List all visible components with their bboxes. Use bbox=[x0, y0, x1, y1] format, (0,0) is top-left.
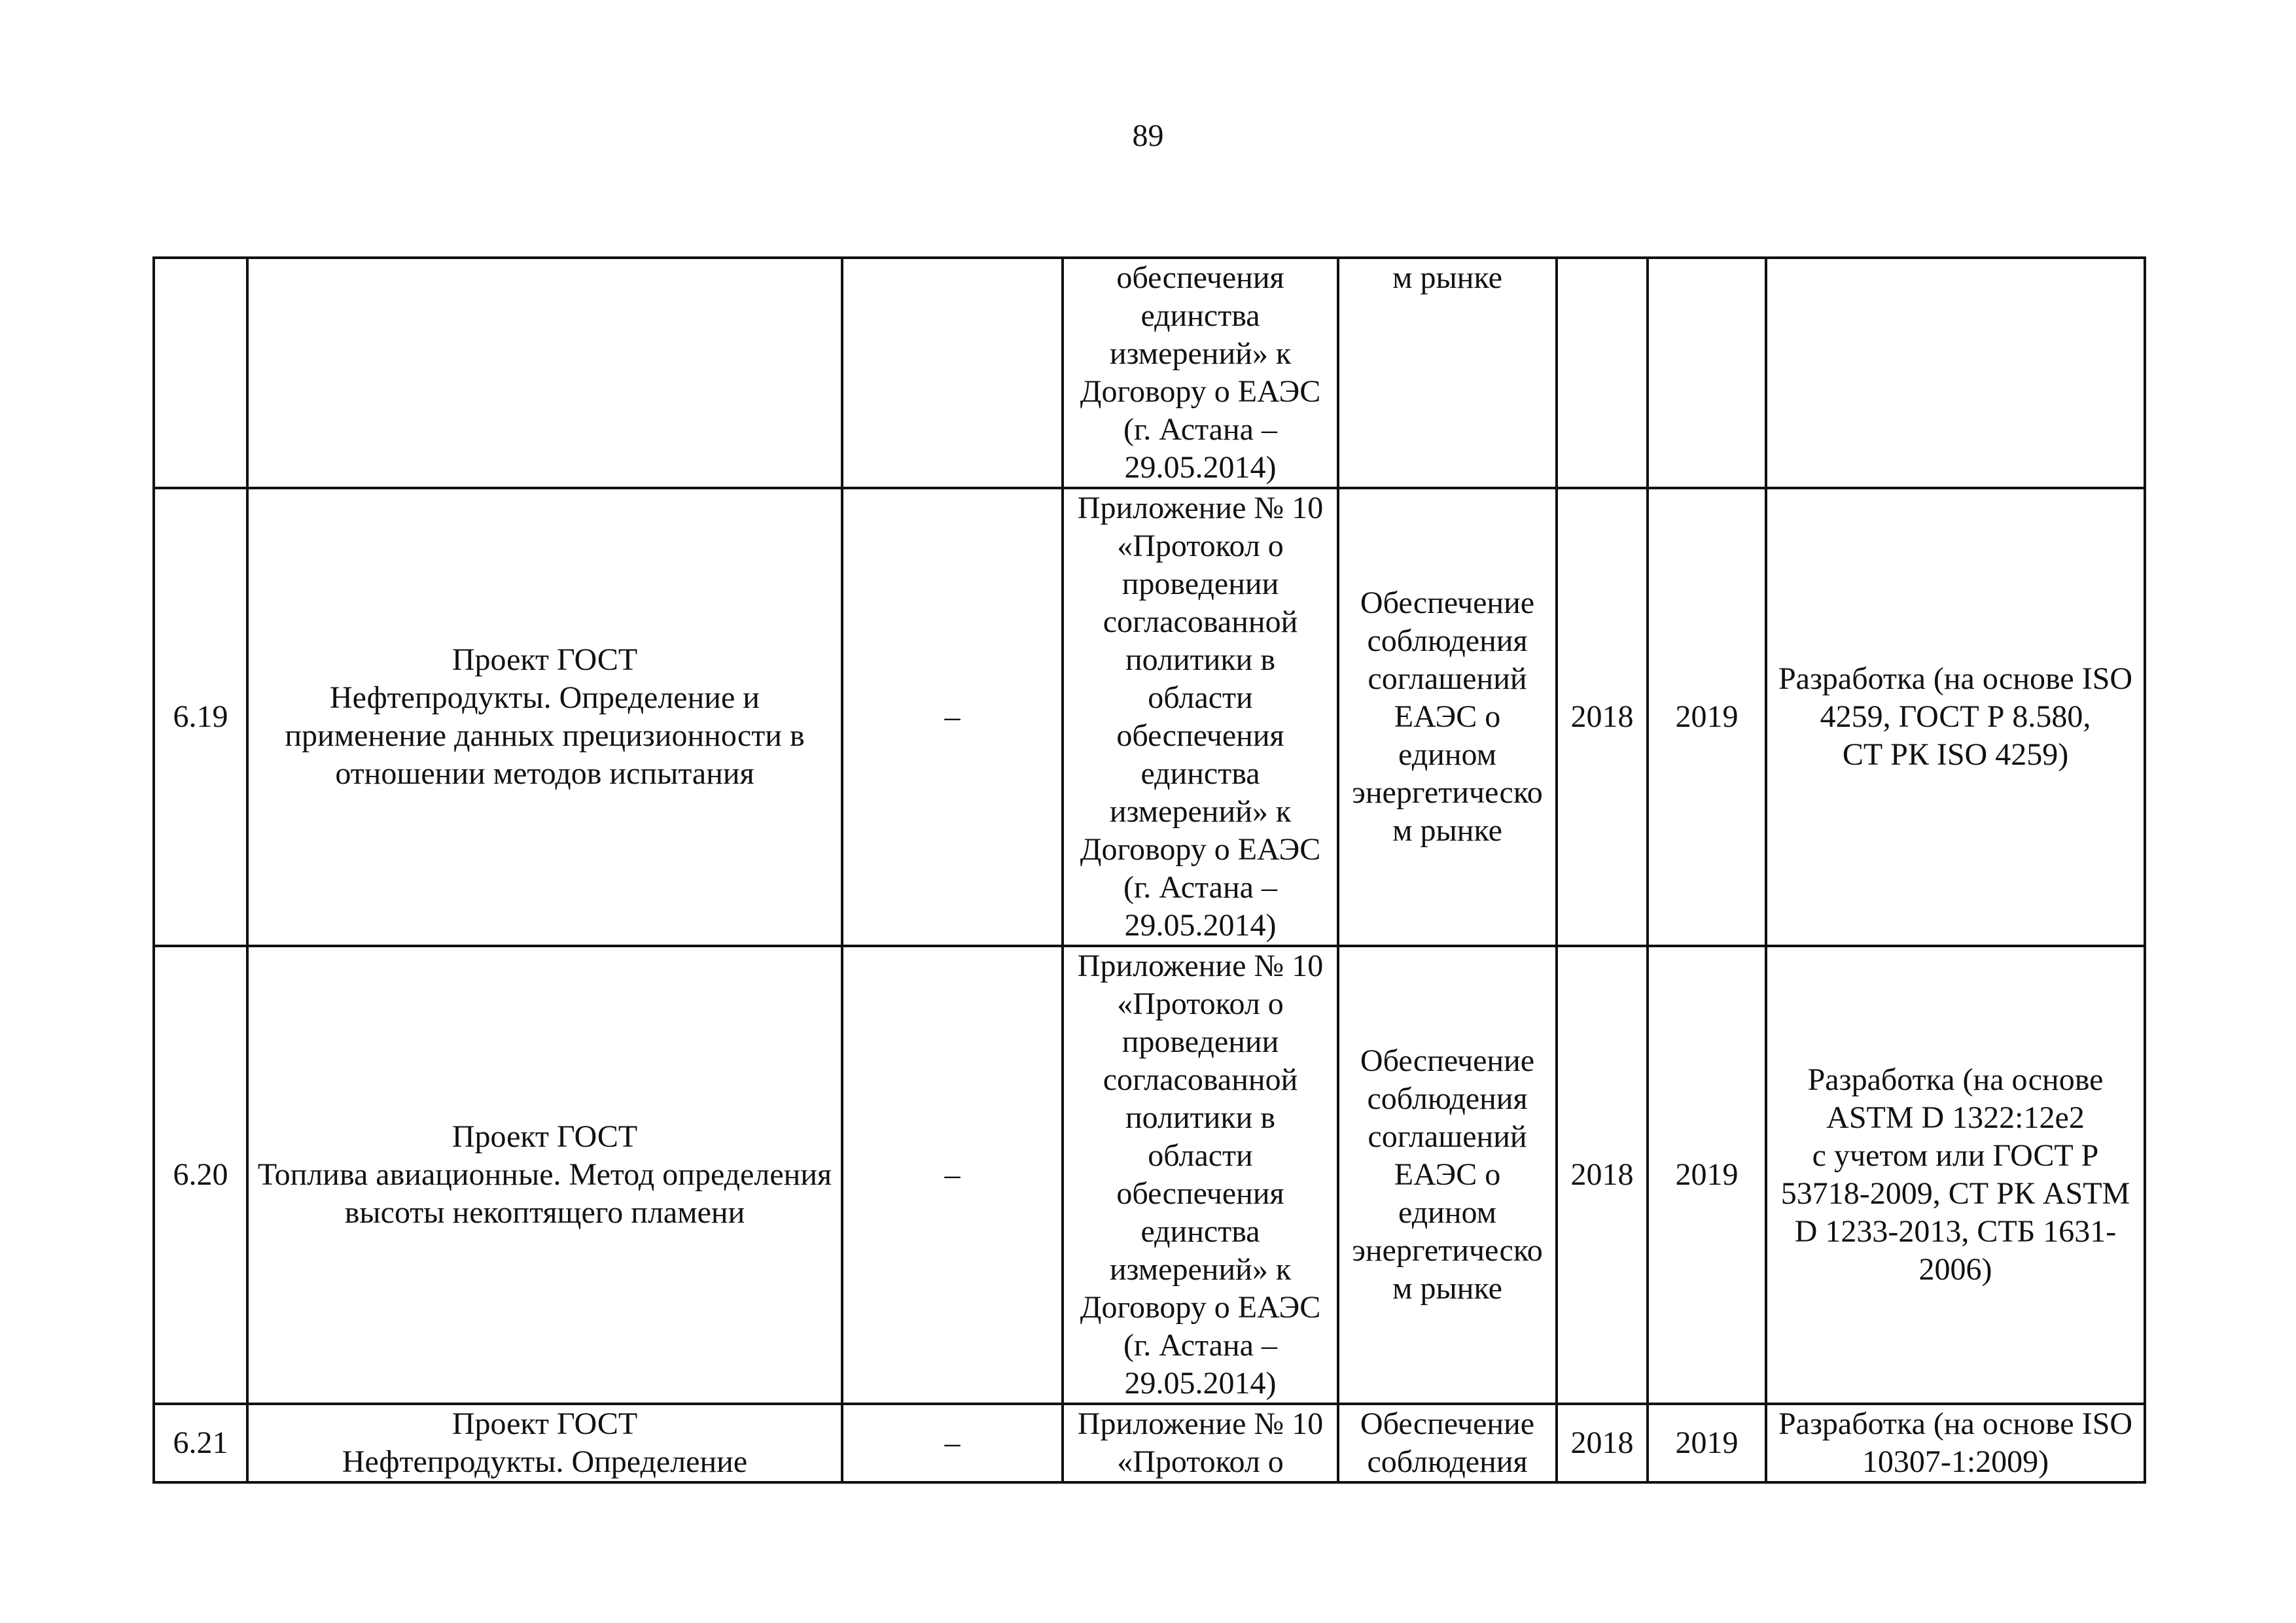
agreement-line: Приложение № 10 bbox=[1077, 949, 1324, 983]
cell-name bbox=[247, 258, 842, 488]
cell-dash: – bbox=[842, 488, 1063, 946]
agreement-line: Договору о ЕАЭС bbox=[1080, 374, 1321, 409]
agreement-line: (г. Астана – bbox=[1123, 870, 1277, 905]
agreement-line: области bbox=[1148, 680, 1253, 715]
table-row bbox=[154, 1404, 2145, 1482]
cell-dash: – bbox=[842, 1404, 1063, 1482]
goal-line: едином bbox=[1398, 1195, 1496, 1230]
cell-goal bbox=[1338, 946, 1557, 1404]
cell-num: 6.20 bbox=[154, 946, 247, 1404]
goal-line: энергетическо bbox=[1352, 1233, 1543, 1268]
cell-end-year bbox=[1648, 258, 1766, 488]
note-line: Разработка (на основе ISO bbox=[1778, 1406, 2133, 1441]
note-line: D 1233-2013, СТБ 1631- bbox=[1794, 1214, 2117, 1249]
cell-num: 6.21 bbox=[154, 1404, 247, 1482]
page-number: 89 bbox=[1132, 118, 1164, 153]
cell-agreement bbox=[1063, 258, 1338, 488]
goal-line: ЕАЭС о bbox=[1394, 1157, 1501, 1192]
agreement-line: измерений» к bbox=[1109, 336, 1292, 371]
note-line: 2006) bbox=[1918, 1252, 1992, 1287]
cell-name bbox=[247, 488, 842, 946]
table-row-continuation bbox=[154, 258, 2145, 488]
cell-name bbox=[247, 1404, 842, 1482]
agreement-line: политики в bbox=[1125, 1100, 1276, 1135]
cell-dash: – bbox=[842, 946, 1063, 1404]
doc-type: Проект ГОСТ bbox=[451, 1406, 638, 1441]
agreement-line: обеспечения bbox=[1116, 260, 1284, 295]
goal-line: ЕАЭС о bbox=[1394, 699, 1501, 734]
doc-type: Проект ГОСТ bbox=[451, 642, 638, 677]
cell-agreement bbox=[1063, 488, 1338, 946]
note-line: 53718-2009, СТ РК ASTM bbox=[1780, 1176, 2130, 1211]
cell-note bbox=[1766, 258, 2145, 488]
cell-agreement bbox=[1063, 1404, 1338, 1482]
note-line: 10307-1:2009) bbox=[1862, 1444, 2049, 1479]
goal-line: соблюдения bbox=[1367, 1081, 1528, 1116]
agreement-line: единства bbox=[1140, 298, 1260, 333]
goal-line: Обеспечение bbox=[1360, 1406, 1535, 1441]
goal-line: энергетическо bbox=[1352, 775, 1543, 810]
cell-note bbox=[1766, 488, 2145, 946]
goal-line: едином bbox=[1398, 737, 1496, 772]
note-line: ASTM D 1322:12e2 bbox=[1826, 1100, 2085, 1135]
goal-line: м рынке bbox=[1392, 813, 1502, 848]
cell-goal bbox=[1338, 488, 1557, 946]
agreement-line: «Протокол о bbox=[1117, 529, 1284, 563]
agreement-line: «Протокол о bbox=[1117, 986, 1284, 1021]
agreement-line: измерений» к bbox=[1109, 794, 1292, 829]
doc-type: Проект ГОСТ bbox=[451, 1119, 638, 1154]
table-row bbox=[154, 946, 2145, 1404]
cell-end-year: 2019 bbox=[1648, 488, 1766, 946]
agreement-line: 29.05.2014) bbox=[1124, 908, 1277, 943]
agreement-line: Приложение № 10 bbox=[1077, 491, 1324, 525]
agreement-line: области bbox=[1148, 1138, 1253, 1173]
cell-goal bbox=[1338, 1404, 1557, 1482]
agreement-line: измерений» к bbox=[1109, 1252, 1292, 1287]
note-line: 4259, ГОСТ Р 8.580, bbox=[1820, 699, 2091, 734]
cell-start-year: 2018 bbox=[1557, 488, 1648, 946]
goal-line: соблюдения bbox=[1367, 1444, 1528, 1479]
agreement-line: Договору о ЕАЭС bbox=[1080, 832, 1321, 867]
cell-note bbox=[1766, 1404, 2145, 1482]
agreement-line: (г. Астана – bbox=[1123, 412, 1277, 447]
agreement-line: единства bbox=[1140, 1214, 1260, 1249]
goal-line: м рынке bbox=[1392, 1271, 1502, 1306]
agreement-line: проведении bbox=[1122, 567, 1279, 601]
note-line: Разработка (на основе bbox=[1807, 1062, 2104, 1097]
cell-end-year: 2019 bbox=[1648, 946, 1766, 1404]
cell-num bbox=[154, 258, 247, 488]
agreement-line: «Протокол о bbox=[1117, 1444, 1284, 1479]
agreement-line: Приложение № 10 bbox=[1077, 1406, 1324, 1441]
note-line: с учетом или ГОСТ Р bbox=[1812, 1138, 2099, 1173]
agreement-line: единства bbox=[1140, 756, 1260, 791]
cell-goal bbox=[1338, 258, 1557, 488]
agreement-line: 29.05.2014) bbox=[1124, 1366, 1277, 1401]
agreement-line: проведении bbox=[1122, 1024, 1279, 1059]
agreement-line: 29.05.2014) bbox=[1124, 450, 1277, 485]
goal-line: соглашений bbox=[1368, 1119, 1527, 1154]
cell-end-year: 2019 bbox=[1648, 1404, 1766, 1482]
doc-name: Топлива авиационные. Метод определения высоты некоптящего пламени bbox=[257, 1157, 832, 1230]
goal-line: соблюдения bbox=[1367, 623, 1528, 658]
agreement-line: обеспечения bbox=[1116, 718, 1284, 753]
agreement-line: Договору о ЕАЭС bbox=[1080, 1290, 1321, 1325]
note-line: Разработка (на основе ISO bbox=[1778, 661, 2133, 696]
cell-name bbox=[247, 946, 842, 1404]
agreement-line: обеспечения bbox=[1116, 1176, 1284, 1211]
doc-name: Нефтепродукты. Определение и применение данных прецизионности в отношении методов испытания bbox=[285, 680, 805, 791]
cell-num: 6.19 bbox=[154, 488, 247, 946]
cell-start-year: 2018 bbox=[1557, 1404, 1648, 1482]
standards-plan-table bbox=[152, 256, 2146, 1484]
cell-start-year: 2018 bbox=[1557, 946, 1648, 1404]
cell-start-year bbox=[1557, 258, 1648, 488]
goal-line: м рынке bbox=[1392, 260, 1502, 295]
goal-line: Обеспечение bbox=[1360, 1043, 1535, 1078]
cell-dash bbox=[842, 258, 1063, 488]
agreement-line: согласованной bbox=[1103, 604, 1298, 639]
goal-line: Обеспечение bbox=[1360, 585, 1535, 620]
cell-note bbox=[1766, 946, 2145, 1404]
note-line: СТ РК ISO 4259) bbox=[1842, 737, 2069, 772]
agreement-line: согласованной bbox=[1103, 1062, 1298, 1097]
doc-name: Нефтепродукты. Определение bbox=[342, 1444, 748, 1479]
agreement-line: политики в bbox=[1125, 642, 1276, 677]
cell-agreement bbox=[1063, 946, 1338, 1404]
goal-line: соглашений bbox=[1368, 661, 1527, 696]
table-row bbox=[154, 488, 2145, 946]
agreement-line: (г. Астана – bbox=[1123, 1328, 1277, 1363]
